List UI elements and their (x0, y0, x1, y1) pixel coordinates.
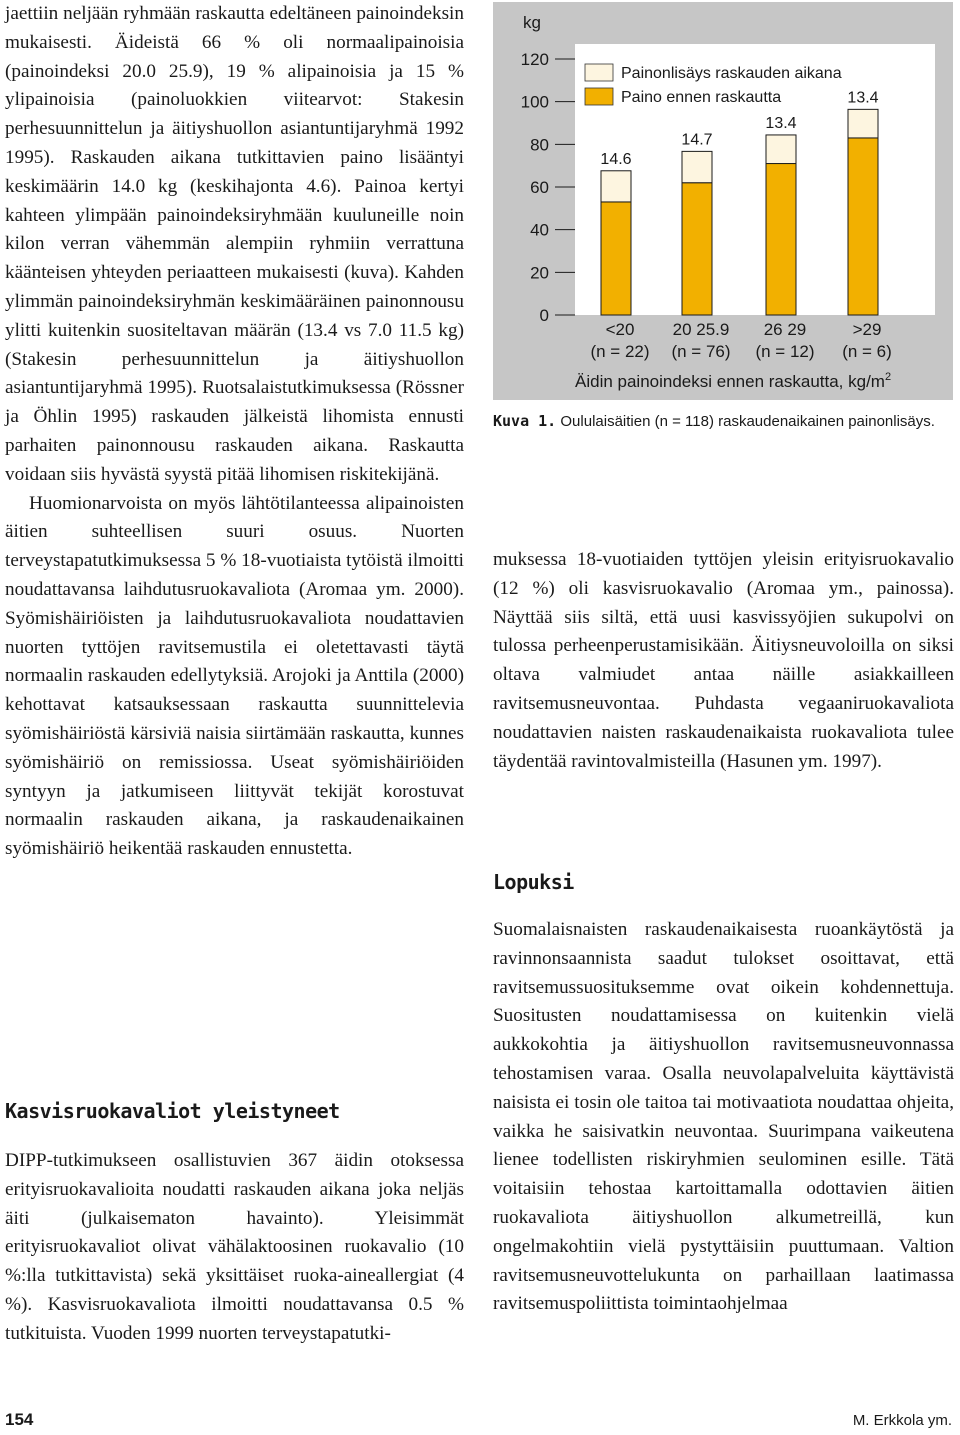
y-tick-label-60: 60 (530, 178, 549, 197)
legend-swatch-weight-gain (585, 64, 613, 81)
x-category-1: 20 25.9 (672, 320, 730, 339)
caption-text: Oululaisäitien (n = 118) raskaudenaikainen painonlisäys. (560, 413, 935, 430)
y-tick-label-0: 0 (539, 306, 549, 325)
bar-pre-weight-2 (766, 164, 796, 315)
paragraph-suomalaisnaisten: Suomalaisnaisten raskaudenaikaisesta ruoankäytöstä ja ravinnonsaannista saadut tulokset osoittavat, että ravitsemussuosituksemme ovat oikein kohdennettuja. Suositusten noudattamisessa on kuitenkin vielä aukkokohtia ja äitiyshuollon ravitsemusneuvonnassa tehostamisen varaa. Osalla neuvolapalveluita käyttävistä naisista ei tosin ole taitoa tai motivaatiota noudattaa ohjeita, vaikka he saisivatkin neuvontaa. Suurimpana vaikeutena lienee todellisten riskiryhmien seulominen esille. Tätä voitaisiin tehostaa kartoittamalla odottavien äitien ruokavaliota äitiyshuollon alkumetreillä, kun ongelmakohtiin vielä pystyttäisiin puuttumaan. Valtion ravitsemusneuvottelukunta on parhaillaan laatimassa ravitsemuspoliittista toimintaohjelmaa (493, 919, 954, 1315)
bar-weight-gain-1 (682, 151, 712, 182)
caption-label: Kuva 1. (493, 412, 557, 430)
x-axis-title-sup: 2 (884, 371, 892, 383)
y-tick-label-80: 80 (530, 135, 549, 155)
y-axis (521, 50, 575, 325)
paragraph-dipp: DIPP-tutkimukseen osallistuvien 367 äidin otoksessa erityisruokavalioita noudatti raskauden aikana joka neljäs äiti (julkaisematon havainto). Yleisimmät erityisruokavaliot olivat vähälaktoosinen ruokavalio (10 %:lla tutkittavista) sekä yksittäiset ruoka-aineallergiat (4 %). Kasvisruokavaliota ilmoitti noudattavansa 0.5 % tutkituista. Vuoden 1999 nuorten terveystapatutki- (5, 1150, 464, 1344)
legend-label-pre-weight: Paino ennen raskautta (621, 89, 782, 106)
legend-label-weight-gain: Painonlisäys raskauden aikana (621, 65, 842, 82)
x-category-0: <20 (605, 320, 635, 339)
bar-pre-weight-3 (848, 138, 878, 315)
paragraph-muksessa: muksessa 18-vuotiaiden tyttöjen yleisin erityisruokavalio (12 %) oli kasvisruokavalio (Aromaa ym., painossa). Näyttää siis siltä, että uusi kasvissyöjien sukupolvi on tulossa perheenperustamisikään. Äitiysneuvoloilla on siksi oltava valmiudet antaa näille asiakkailleen ravitsemusneuvontaa. Puhdasta vegaaniruokavaliota noudattavien naisten raskaudenaikaista ruokavaliota tulee täydentää ravintovalmisteilla (Hasunen ym. 1997). (493, 549, 954, 772)
heading-lopuksi: Lopuksi (493, 870, 574, 894)
x-category-n-1: (n = 76) (671, 342, 731, 361)
x-category-n-0: (n = 22) (590, 342, 650, 361)
right-column (493, 546, 954, 776)
x-category-n-3: (n = 6) (842, 342, 892, 361)
y-tick-label-100: 100 (520, 92, 549, 112)
heading-kasvisruokavaliot: Kasvisruokavaliot yleistyneet (5, 1099, 340, 1123)
kasvis-section (5, 1147, 464, 1349)
paragraph-painoindeksi: jaettiin neljään ryhmään raskautta edeltäneen painoindeksin mukaisesti. Äideistä 66 % oli normaalipainoisia (painoindeksi 20.0 25.9), 19 % alipainoisia ja 15 % ylipainoisia (painoluokkien viitearvot: Stakesin perhesuunnittelun ja äitiyshuollon asiantuntijaryhmä 1992 1995). Raskauden aikana tutkittavien paino lisääntyi keskimäärin 14.0 kg (keskihajonta 4.6). Painoa kertyi kahteen ylimpään painoindeksiryhmään kuuluneille noin kilon verran vähemmän alempiin ryhmiin verrattuna käänteisen yhteyden periaatteen mukaisesti (kuva). Kahden ylimmän painoindeksiryhmän keskimääräinen painonnousu ylitti kuitenkin suositeltavan määrän (13.4 vs 7.0 11.5 kg) (Stakesin perhesuunnittelun ja äitiyshuollon asiantuntijaryhmä 1995). Ruotsalaistutkimuksessa (Rössner ja Öhlin 1995) raskauden jälkeistä lihomista ennusti parhaiten painonnousu raskauden aikana. Raskautta voidaan siis hyvästä syystä pitää lihomisen riskitekijänä. (5, 3, 464, 485)
y-tick-label-40: 40 (530, 220, 549, 240)
chart-svg (493, 2, 953, 400)
x-category-n-2: (n = 12) (755, 342, 815, 361)
bar-label-2: 13.4 (765, 114, 797, 132)
author-footer: M. Erkkola ym. (852, 1412, 952, 1429)
bar-pre-weight-0 (601, 202, 631, 315)
bar-label-1: 14.7 (681, 131, 713, 149)
x-category-3: >29 (852, 320, 882, 339)
legend-swatch-pre-weight (585, 88, 613, 105)
x-axis-categories (590, 320, 891, 361)
x-axis-title (575, 371, 891, 391)
bar-label-0: 14.6 (600, 150, 632, 168)
bar-label-3: 13.4 (847, 89, 879, 107)
x-category-2: 26 29 (763, 320, 807, 339)
weight-gain-chart (493, 2, 953, 400)
paragraph-huomionarvoista: Huomionarvoista on myös lähtötilanteessa alipainoisten äitien suhteellisen suuri osuus. Nuorten terveystapatutkimuksessa 5 % 18-vuotiaista tytöistä ilmoitti noudattavansa laihdutusruokavaliota (Aromaa ym. 2000). Syömishäiriöisten ja laihdutusruokavaliota noudattavien nuorten tyttöjen ravitsemustila ei oletettavasti täytä normaalin raskauden edellytyksiä. Arojoki ja Anttila (2000) kehottavat katsauksessaan raskautta suunnittelevia syömishäiriöstä kärsiviä naisia siirtämään raskautta, kunnes syömishäiriö on remissiossa. Useat syömishäiriöiden syntyyn ja jatkumiseen liittyvät tekijät korostuvat normaalin raskauden aikana, ja raskaudenaikainen syömishäiriö heikentää raskauden ennustetta. (5, 492, 464, 860)
left-column (5, 0, 464, 864)
bar-weight-gain-3 (848, 109, 878, 138)
page-number: 154 (5, 1410, 34, 1429)
y-axis-title: kg (523, 13, 541, 32)
bar-weight-gain-2 (766, 135, 796, 164)
y-tick-label-20: 20 (530, 263, 549, 283)
figure-caption (493, 412, 935, 430)
bar-weight-gain-0 (601, 171, 631, 202)
bar-pre-weight-1 (682, 183, 712, 315)
lopuksi-section (493, 916, 954, 1319)
x-axis-title-text: Äidin painoindeksi ennen raskautta, kg/m (575, 372, 885, 391)
y-tick-label-120: 120 (520, 50, 549, 69)
